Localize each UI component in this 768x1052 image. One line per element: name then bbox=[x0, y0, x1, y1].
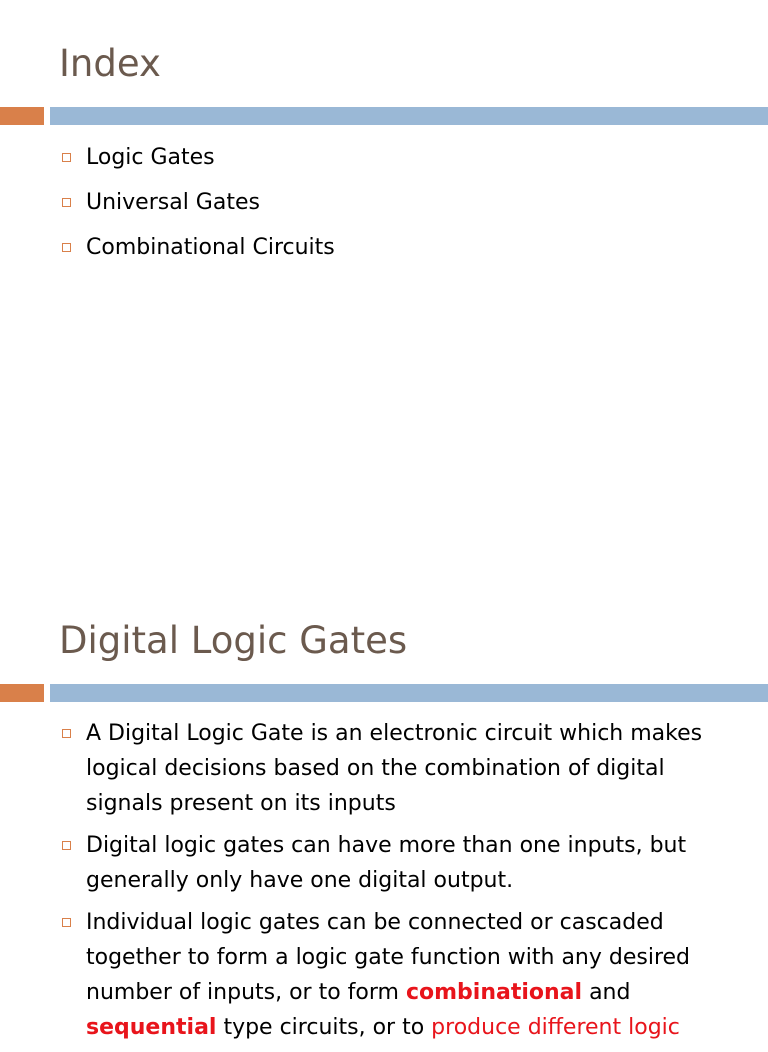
bullet-text: Digital logic gates can have more than one inputs, but generally only have one digital output. bbox=[86, 833, 687, 893]
emphasis-term: sequential bbox=[86, 1015, 217, 1040]
hollow-square-bullet-icon bbox=[62, 841, 71, 850]
title-rule-accent bbox=[0, 684, 44, 702]
slide-title: Digital Logic Gates bbox=[59, 619, 408, 662]
title-rule-accent bbox=[0, 107, 44, 125]
bullet-text: Individual logic gates can be connected or cascaded together to form a logic gate function with any desired number of inputs, or to form bbox=[86, 910, 691, 1005]
bullet-text: type circuits, or to bbox=[216, 1015, 432, 1040]
bullet-text: Combinational Circuits bbox=[86, 235, 335, 260]
emphasis-phrase: produce different logic bbox=[431, 1015, 680, 1040]
hollow-square-bullet-icon bbox=[62, 198, 71, 207]
bullet-item bbox=[60, 716, 730, 821]
emphasis-term: combinational bbox=[405, 980, 583, 1005]
bullet-text: Logic Gates bbox=[86, 145, 215, 170]
bullet-text: and bbox=[582, 980, 631, 1005]
title-rule-bar bbox=[50, 107, 768, 125]
slide-title: Index bbox=[59, 42, 161, 85]
bullet-item bbox=[60, 140, 740, 175]
slide-digital-logic-gates bbox=[0, 576, 768, 1040]
bullet-list bbox=[60, 140, 740, 275]
bullet-item bbox=[60, 185, 740, 220]
hollow-square-bullet-icon bbox=[62, 918, 71, 927]
bullet-item bbox=[60, 230, 740, 265]
bullet-text: Universal Gates bbox=[86, 190, 260, 215]
hollow-square-bullet-icon bbox=[62, 729, 71, 738]
bullet-item bbox=[60, 828, 730, 898]
hollow-square-bullet-icon bbox=[62, 243, 71, 252]
title-rule-bar bbox=[50, 684, 768, 702]
bullet-text: A Digital Logic Gate is an electronic circuit which makes logical decisions based on the combination of digital signals present on its inputs bbox=[86, 721, 703, 816]
bullet-list bbox=[60, 716, 730, 1052]
hollow-square-bullet-icon bbox=[62, 153, 71, 162]
bullet-item bbox=[60, 905, 730, 1045]
